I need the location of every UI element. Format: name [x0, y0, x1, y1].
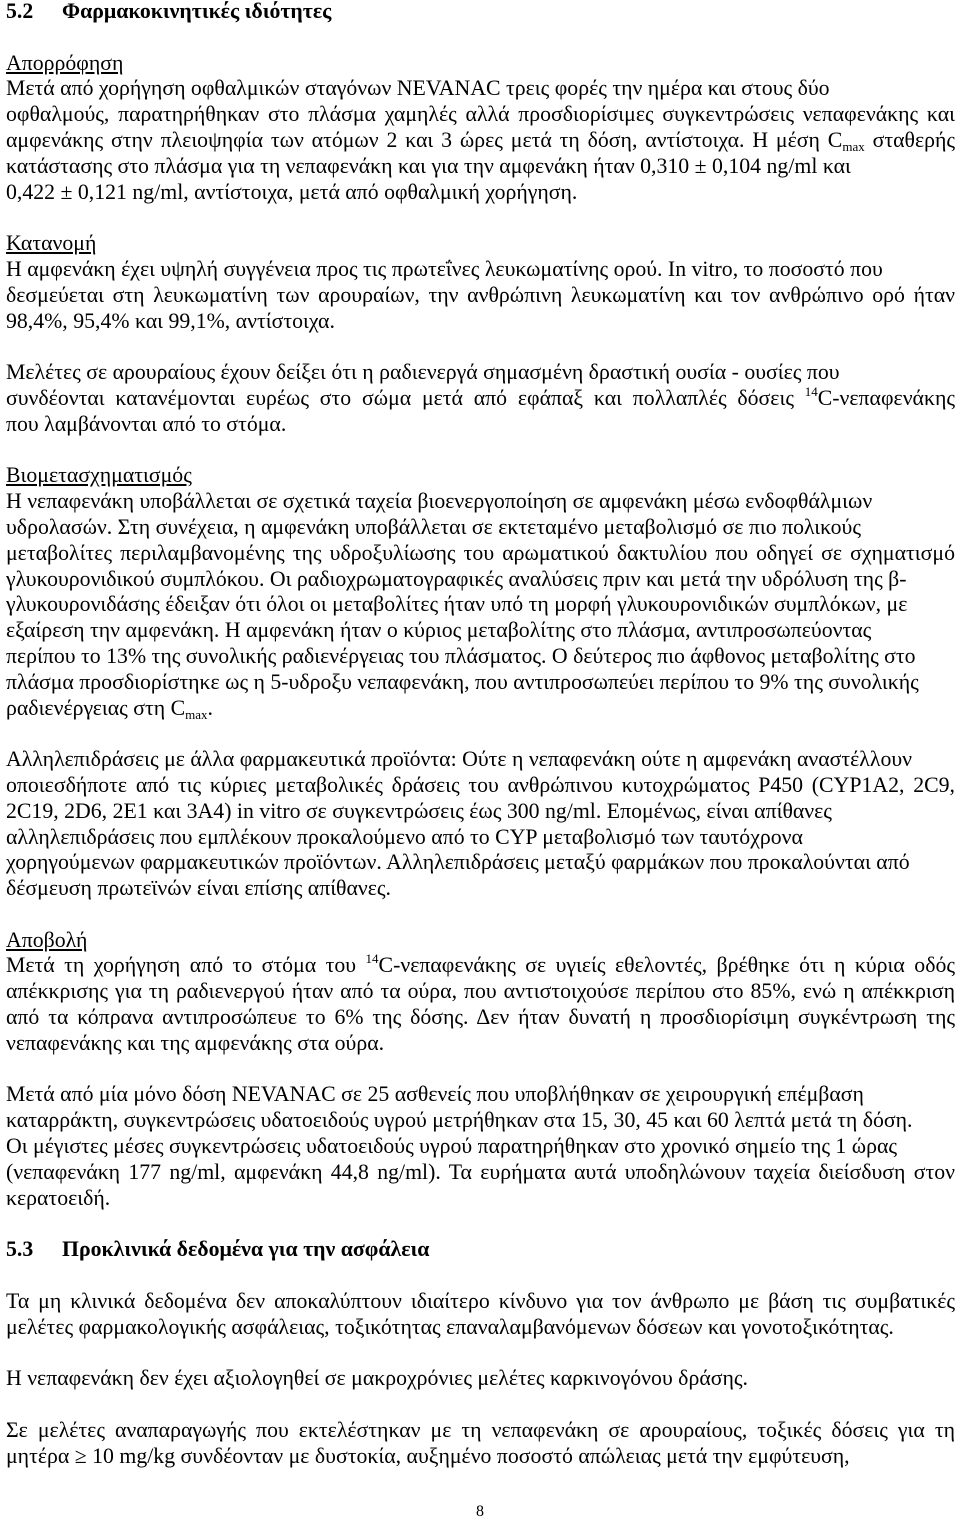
section-heading-5-2 — [6, 0, 955, 25]
paragraph-line: απέκκρισης για τη ραδιενεργού ήταν από τα ούρα, που αντιστοιχούσε περίπου στο 85%, ενώ η απέκκριση — [6, 979, 955, 1004]
spacer — [6, 205, 955, 231]
paragraph-line: υδρολασών. Στη συνέχεια, η αμφενάκη υποβάλλεται σε εκτεταμένο μεταβολισμό σε πιο πολικούς — [6, 514, 861, 539]
spacer — [6, 438, 955, 464]
paragraph-line: οφθαλμούς, παρατηρήθηκαν στο πλάσμα χαμηλές αλλά προσδιορίσιμες συγκεντρώσεις νεπαφενάκης και — [6, 102, 955, 127]
spacer — [6, 902, 955, 928]
paragraph-line: Μετά από χορήγηση οφθαλμικών σταγόνων NEVANAC τρεις φορές την ημέρα και στους δύο — [6, 76, 830, 101]
paragraph-line: Τα μη κλινικά δεδομένα δεν αποκαλύπτουν ιδιαίτερο κίνδυνο για τον άνθρωπο με βάση τις συμβατικές — [6, 1288, 955, 1313]
spacer — [6, 1211, 955, 1237]
paragraph-line: Η νεπαφενάκη υποβάλλεται σε σχετικά ταχεία βιοενεργοποίηση σε αμφενάκη μέσω ενδοφθάλμιων — [6, 489, 873, 514]
paragraph-preclinical — [6, 1289, 955, 1341]
line-text: σταθερής — [864, 127, 956, 152]
paragraph-line: (νεπαφενάκη 177 ng/ml, αμφενάκη 44,8 ng/ml). Τα ευρήματα αυτά υποδηλώνουν ταχεία διείσδυση στον — [6, 1159, 955, 1184]
line-text: . — [207, 695, 213, 720]
paragraph-line: Η νεπαφενάκη δεν έχει αξιολογηθεί σε μακροχρόνιες μελέτες καρκινογόνου δράσης. — [6, 1366, 748, 1391]
spacer — [6, 25, 955, 51]
subsection-heading-elimination: Αποβολή — [6, 927, 88, 952]
paragraph-reproduction — [6, 1418, 955, 1470]
paragraph-line: γλυκουρονιδάσης έδειξαν ότι όλοι οι μεταβολίτες ήταν υπό τη μορφή γλυκουρονιδικών συμπλόκων, με — [6, 592, 908, 617]
spacer — [6, 1340, 955, 1366]
paragraph-line: χορηγούμενων φαρμακευτικών προϊόντων. Αλληλεπιδράσεις μεταξύ φαρμάκων που προκαλούνται από — [6, 850, 910, 875]
spacer — [6, 1263, 955, 1289]
paragraph-line: Αλληλεπιδράσεις με άλλα φαρμακευτικά προϊόντα: Ούτε η νεπαφενάκη ούτε η αμφενάκη αναστέλλουν — [6, 747, 912, 772]
paragraph-line: μεταβολίτες περιλαμβανομένης της υδροξυλίωσης του αρωματικού δακτυλίου που οδηγεί σε σχηματισμό — [6, 540, 955, 565]
paragraph-distribution — [6, 231, 955, 334]
paragraph-interactions — [6, 747, 955, 902]
paragraph-line: νεπαφενάκης και της αμφενάκης στα ούρα. — [6, 1030, 385, 1055]
spacer — [6, 721, 955, 747]
paragraph-carcinogenicity — [6, 1366, 955, 1392]
paragraph-line: κερατοειδή. — [6, 1185, 111, 1210]
paragraph-line: γλυκουρονιδικού συμπλόκου. Οι ραδιοχρωματογραφικές αναλύσεις πριν και μετά την υδρόλυση της β- — [6, 566, 907, 591]
paragraph-line — [6, 696, 955, 722]
paragraph-aqueous-humor — [6, 1082, 955, 1211]
paragraph-elimination — [6, 928, 955, 1057]
line-text: συνδέονται κατανέμονται ευρέως στο σώμα μετά από εφάπαξ και πολλαπλές δόσεις — [6, 385, 805, 410]
paragraph-tissue-distribution — [6, 360, 955, 437]
subscript-text: max — [185, 706, 208, 722]
paragraph-absorption — [6, 51, 955, 206]
paragraph-line: μητέρα ≥ 10 mg/kg συνδέονταν με δυστοκία, αυξημένο ποσοστό απώλειας μετά την εμφύτευση, — [6, 1443, 850, 1468]
subscript-text: max — [842, 138, 865, 154]
paragraph-line: Η αμφενάκη έχει υψηλή συγγένεια προς τις πρωτεΐνες λευκωματίνης ορού. In vitro, το ποσοστό που — [6, 256, 883, 281]
line-text: C-νεπαφενάκης σε υγιείς εθελοντές, βρέθηκε ότι η κύρια οδός — [378, 953, 955, 978]
section-number: 5.3 — [6, 1237, 34, 1262]
paragraph-line: κατάστασης στο πλάσμα για τη νεπαφενάκη και για την αμφενάκη ήταν 0,310 ± 0,104 ng/ml και — [6, 153, 851, 178]
paragraph-line: δέσμευση πρωτεϊνών είναι επίσης απίθανες. — [6, 876, 392, 901]
line-text: Μετά τη χορήγηση από το στόμα του — [6, 953, 366, 978]
spacer — [6, 1057, 955, 1083]
line-text: αμφενάκης στην πλειοψηφία των ατόμων 2 και 3 ώρες μετά τη δόση, αντίστοιχα. Η μέση C — [6, 127, 843, 152]
page-number: 8 — [476, 1503, 484, 1520]
section-heading-5-3 — [6, 1237, 955, 1263]
paragraph-line — [6, 953, 955, 979]
paragraph-line: Μετά από μία μόνο δόση NEVANAC σε 25 ασθενείς που υποβλήθηκαν σε χειρουργική επέμβαση — [6, 1082, 864, 1107]
subsection-heading-absorption: Απορρόφηση — [6, 50, 124, 75]
superscript-text: 14 — [365, 951, 379, 967]
section-number: 5.2 — [6, 0, 34, 23]
section-title: Φαρμακοκινητικές ιδιότητες — [62, 0, 332, 23]
section-title: Προκλινικά δεδομένα για την ασφάλεια — [62, 1237, 430, 1262]
paragraph-biotransformation — [6, 463, 955, 721]
paragraph-line: από τα κόπρανα αντιπροσώπευε το 6% της δόσης. Δεν ήταν δυνατή η προσδιορίσιμη συγκέντρωση της — [6, 1005, 955, 1030]
paragraph-line: δεσμεύεται στη λευκωματίνη των αρουραίων, την ανθρώπινη λευκωματίνη και τον ανθρώπινο ορό ήταν — [6, 282, 955, 307]
paragraph-line: περίπου το 13% της συνολικής ραδιενέργειας του πλάσματος. Ο δεύτερος πιο άφθονος μεταβολίτης στο — [6, 643, 916, 668]
paragraph-line: 2C19, 2D6, 2E1 και 3A4) in vitro σε συγκεντρώσεις έως 300 ng/ml. Επομένως, είναι απίθανες — [6, 798, 832, 823]
paragraph-line: 98,4%, 95,4% και 99,1%, αντίστοιχα. — [6, 308, 335, 333]
paragraph-line: που λαμβάνονται από το στόμα. — [6, 411, 287, 436]
page-content — [6, 0, 955, 1469]
subsection-heading-biotransformation: Βιομετασχηματισμός — [6, 463, 192, 488]
paragraph-line — [6, 383, 955, 412]
paragraph-line: οποιεσδήποτε από τις κύριες μεταβολικές δράσεις του ανθρώπινου κυτοχρώματος P450 (CYP1A2, 2C9, — [6, 772, 955, 797]
paragraph-line: Σε μελέτες αναπαραγωγής που εκτελέστηκαν με τη νεπαφενάκη σε αρουραίους, τοξικές δόσεις για τη — [6, 1417, 955, 1442]
paragraph-line: εξαίρεση την αμφενάκη. Η αμφενάκη ήταν ο κύριος μεταβολίτης στο πλάσμα, αντιπροσωπεύοντας — [6, 618, 872, 643]
paragraph-line: μελέτες φαρμακολογικής ασφάλειας, τοξικότητας επαναλαμβανόμενων δόσεων και γονοτοξικότητας. — [6, 1314, 894, 1339]
spacer — [6, 334, 955, 360]
paragraph-line: Μελέτες σε αρουραίους έχουν δείξει ότι η ραδιενεργά σημασμένη δραστική ουσία - ουσίες που — [6, 360, 840, 385]
paragraph-line: αλληλεπιδράσεις που εμπλέκουν προκαλούμενο από το CYP μεταβολισμό των ταυτόχρονα — [6, 824, 803, 849]
paragraph-line: καταρράκτη, συγκεντρώσεις υδατοειδούς υγρού μετρήθηκαν στα 15, 30, 45 και 60 λεπτά μετά τη δόση. — [6, 1108, 913, 1133]
superscript-text: 14 — [804, 383, 818, 399]
paragraph-line: Οι μέγιστες μέσες συγκεντρώσεις υδατοειδούς υγρού παρατηρήθηκαν στο χρονικό σημείο της 1 ώρας — [6, 1134, 898, 1159]
paragraph-line: πλάσμα προσδιορίστηκε ως η 5-υδροξυ νεπαφενάκη, που αντιπροσωπεύει περίπου το 9% της συνολικής — [6, 669, 919, 694]
line-text: C-νεπαφενάκης — [817, 385, 955, 410]
subsection-heading-distribution: Κατανομή — [6, 231, 97, 256]
spacer — [6, 1392, 955, 1418]
paragraph-line — [6, 128, 955, 154]
line-text: ραδιενέργειας στη C — [6, 695, 186, 720]
paragraph-line: 0,422 ± 0,121 ng/ml, αντίστοιχα, μετά από οφθαλμική χορήγηση. — [6, 179, 578, 204]
